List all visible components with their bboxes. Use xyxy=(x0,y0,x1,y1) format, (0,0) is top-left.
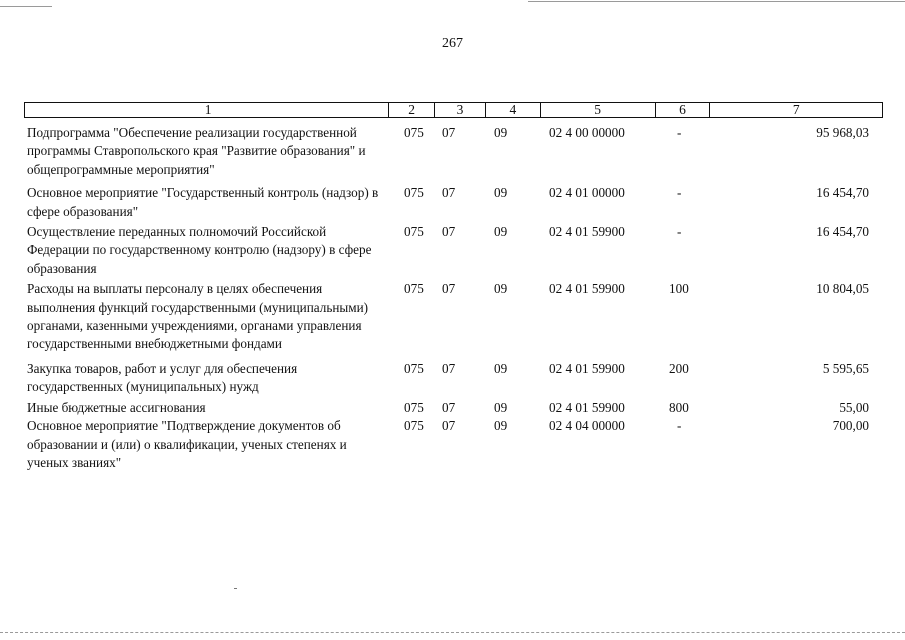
row-section: 07 xyxy=(442,418,456,434)
row-target: 02 4 01 59900 xyxy=(549,224,625,240)
row-expense-type: - xyxy=(677,125,682,140)
table-row xyxy=(24,399,883,417)
row-section: 07 xyxy=(442,399,456,415)
row-expense-type: - xyxy=(677,224,682,240)
row-target: 02 4 01 59900 xyxy=(549,360,625,376)
row-amount: 95 968,03 xyxy=(816,125,869,140)
table-row xyxy=(24,360,883,397)
row-ministry: 075 xyxy=(404,281,424,297)
row-name: Осуществление переданных полномочий Российской Федерации по государственному контролю (надзору) в сфере образования xyxy=(27,224,372,276)
table-row xyxy=(24,124,883,179)
row-subsection: 09 xyxy=(494,224,508,240)
row-amount: 5 595,65 xyxy=(822,360,869,376)
row-name: Закупка товаров, работ и услуг для обеспечения государственных (муниципальных) нужд xyxy=(27,360,298,395)
row-expense-type: - xyxy=(677,185,682,201)
row-target: 02 4 01 00000 xyxy=(549,185,625,201)
table-row xyxy=(24,417,883,472)
row-name: Расходы на выплаты персоналу в целях обеспечения выполнения функций государственными (муниципальными) органами, казенными учреждениями, органами управления государственными внебюджетными фондами xyxy=(27,281,369,352)
row-amount: 16 454,70 xyxy=(816,185,869,201)
row-ministry: 075 xyxy=(404,418,424,434)
row-expense-type: 100 xyxy=(669,281,689,297)
budget-table xyxy=(24,102,883,472)
header-cell-3: 3 xyxy=(434,103,485,117)
page-number: 267 xyxy=(442,36,463,51)
row-target: 02 4 01 59900 xyxy=(549,399,625,415)
row-subsection: 09 xyxy=(494,418,508,434)
row-subsection: 09 xyxy=(494,399,508,415)
row-section: 07 xyxy=(442,281,456,297)
row-ministry: 075 xyxy=(404,125,424,140)
row-subsection: 09 xyxy=(494,281,508,297)
row-target: 02 4 00 00000 xyxy=(549,125,625,140)
header-cell-2: 2 xyxy=(388,103,434,117)
header-cell-1: 1 xyxy=(204,102,212,117)
header-cell-7: 7 xyxy=(709,103,882,117)
table-row xyxy=(24,223,883,278)
row-expense-type: - xyxy=(677,418,682,434)
row-subsection: 09 xyxy=(494,125,508,140)
row-section: 07 xyxy=(442,125,456,140)
scan-edge-top-left xyxy=(0,6,52,7)
row-name: Подпрограмма "Обеспечение реализации государственной программы Ставропольского края "Развитие образования" и общепрограммные мероприятия" xyxy=(27,125,366,177)
table-row xyxy=(24,184,883,221)
row-expense-type: 200 xyxy=(669,360,689,376)
header-cell-6: 6 xyxy=(655,103,710,117)
row-expense-type: 800 xyxy=(669,399,689,415)
row-ministry: 075 xyxy=(404,185,424,201)
row-amount: 700,00 xyxy=(832,418,869,434)
scan-edge-bottom xyxy=(0,632,905,633)
table-header-row xyxy=(24,102,883,118)
row-section: 07 xyxy=(442,224,456,240)
row-subsection: 09 xyxy=(494,185,508,201)
row-target: 02 4 01 59900 xyxy=(549,281,625,297)
row-section: 07 xyxy=(442,185,456,201)
row-section: 07 xyxy=(442,360,456,376)
row-name: Иные бюджетные ассигнования xyxy=(27,399,206,415)
row-name: Основное мероприятие "Государственный контроль (надзор) в сфере образования" xyxy=(27,185,379,219)
row-target: 02 4 04 00000 xyxy=(549,418,625,434)
header-cell-5: 5 xyxy=(540,103,655,117)
row-ministry: 075 xyxy=(404,224,424,240)
row-amount: 16 454,70 xyxy=(816,224,869,240)
row-amount: 55,00 xyxy=(839,399,869,415)
scan-edge-top-right xyxy=(528,1,905,2)
row-subsection: 09 xyxy=(494,360,508,376)
row-name: Основное мероприятие "Подтверждение документов об образовании и (или) о квалификации, ученых степенях и ученых званиях" xyxy=(27,418,347,470)
table-row xyxy=(24,280,883,354)
row-ministry: 075 xyxy=(404,360,424,376)
row-ministry: 075 xyxy=(404,399,424,415)
header-cell-4: 4 xyxy=(485,103,540,117)
scan-speck xyxy=(234,588,237,589)
row-amount: 10 804,05 xyxy=(816,281,869,297)
